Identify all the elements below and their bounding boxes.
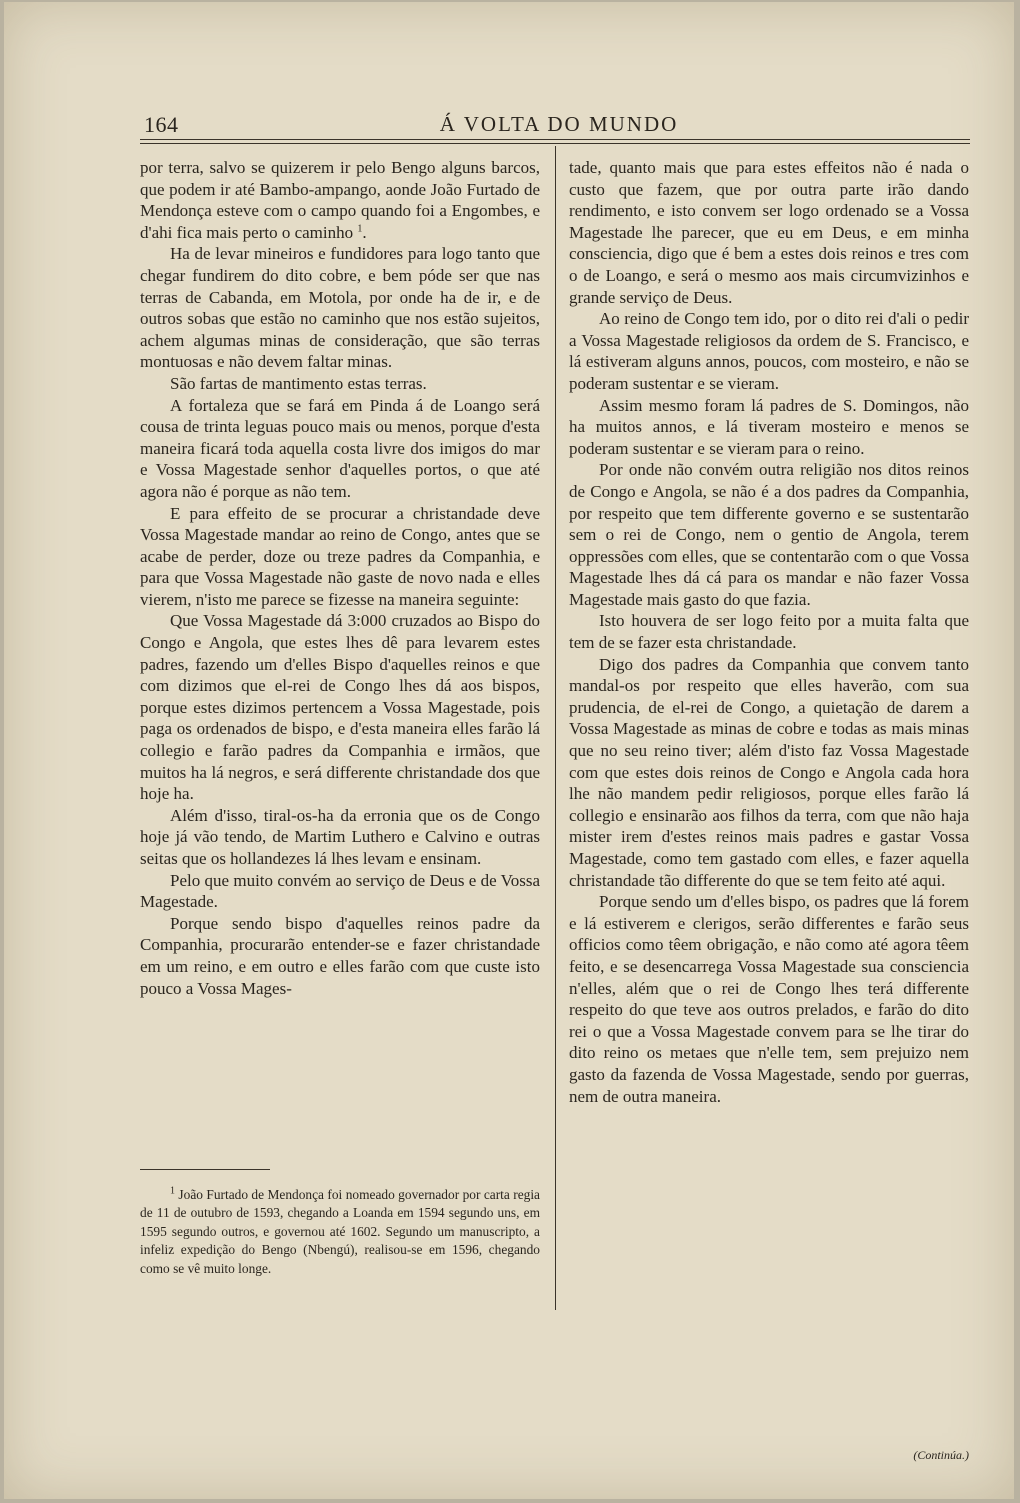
paragraph: Que Vossa Magestade dá 3:000 cruzados ao Bispo do Congo e Angola, que estes lhes dê para levarem estes padres, fazendo um d'elles Bispo d'aquelles reinos e que com dizimos que el-rei de Congo lhes dá aos bispos, porque estes dizimos pertencem a Vossa Magestade, pois paga os ordenados de bispo, e d'esta maneira elles farão lá collegio e farão padres da Companhia e irmãos, que muitos ha lá negros, e será differente christandade dos que hoje ha. bbox=[140, 611, 540, 804]
paragraph: Porque sendo bispo d'aquelles reinos padre da Companhia, procurarão entender-se e fazer christandade em um reino, e em outro e elles farão com que custe isto pouco a Vossa Mages- bbox=[140, 913, 540, 998]
header-rule-top bbox=[140, 139, 970, 140]
footnote bbox=[140, 1186, 540, 1278]
right-column bbox=[569, 157, 969, 1462]
paragraph: Assim mesmo foram lá padres de S. Domingos, não ha muitos annos, e lá tiveram mosteiro e menos se poderam sustentar e se vieram para o reino. bbox=[569, 395, 969, 458]
header-rule-bottom bbox=[140, 143, 970, 144]
paragraph: Porque sendo um d'elles bispo, os padres que lá forem e lá estiverem e clerigos, serão differentes e farão seus officios como têem obrigação, e não como até agora têem feito, e se desencarrega Vossa Magestade sua consciencia n'elles, além que o rei de Congo lhes terá differente respeito do que teve aos outros prelados, e farão do dito rei o que a Vossa Magestade convem para se lhe tirar do dito reino os metaes que n'elle tem, sem prejuizo nem gasto da fazenda de Vossa Magestade, sendo por guerras, nem de outra maneira. bbox=[569, 892, 969, 1106]
page-header bbox=[144, 112, 974, 138]
footnotes bbox=[140, 1186, 540, 1278]
running-title: Á VOLTA DO MUNDO bbox=[439, 112, 679, 136]
footnote-reference: 1 bbox=[357, 223, 363, 235]
paragraph: Por onde não convém outra religião nos ditos reinos de Congo e Angola, se não é a dos padres da Companhia, por respeito que tem differente governo e se sustentarão sem o rei de Congo, nem o gentio de Angola, terem oppressões com elles, que se contentarão com o que Vossa Magestade lhes dá cá para os mandar e não fazer Vossa Magestade mais gasto do que fazia. bbox=[569, 460, 969, 609]
paragraph: Ha de levar mineiros e fundidores para logo tanto que chegar fundirem do dito cobre, e bem póde ser que nas terras de Cabanda, em Motola, por onde ha de ir, e de outros sobas que estão no caminho que nos estão sujeitos, achem algumas minas de consideração, que são terras montuosas e não devem faltar minas. bbox=[140, 244, 540, 372]
footnote-rule bbox=[140, 1169, 270, 1170]
page-number: 164 bbox=[144, 112, 179, 137]
paragraph: Além d'isso, tiral-os-ha da erronia que os de Congo hoje já vão tendo, de Martim Luthero e Calvino e outras seitas que os hollandezes lá lhes levam e ensinam. bbox=[140, 805, 540, 868]
continuation-note: (Continúa.) bbox=[913, 1448, 969, 1462]
footnote-text: João Furtado de Mendonça foi nomeado governador por carta regia de 11 de outubro de 1593, chegando a Loanda em 1594 segundo uns, em 1595 segundo outros, e governou até 1602. Segundo um manuscripto, a infeliz expedição do Bengo (Nbengú), realisou-se em 1596, chegando como se vê muito longe. bbox=[140, 1187, 540, 1276]
paragraph: E para effeito de se procurar a christandade deve Vossa Magestade mandar ao reino de Congo, antes que se acabe de perder, doze ou treze padres da Companhia, e para que Vossa Magestade não gaste de novo nada e elles vierem, n'isto me parece se fizesse na maneira seguinte: bbox=[140, 503, 540, 609]
paragraph: tade, quanto mais que para estes effeitos não é nada o custo que fazem, que por outra parte irão dando rendimento, e isto convem ser logo ordenado se a Vossa Magestade lhe parecer, que eu em Deus, e em minha consciencia, digo que é bem a estes dois reinos e tres com o de Loango, e será o mesmo aos mais circumvizinhos e grande serviço de Deus. bbox=[569, 158, 969, 307]
footnote-marker: 1 bbox=[170, 1185, 175, 1197]
paragraph: Isto houvera de ser logo feito por a muita falta que tem de se fazer esta christandade. bbox=[569, 611, 969, 653]
left-column bbox=[140, 157, 540, 999]
paragraph: Pelo que muito convém ao serviço de Deus e de Vossa Magestade. bbox=[140, 870, 540, 912]
paragraph: São fartas de mantimento estas terras. bbox=[170, 373, 427, 393]
paragraph: Digo dos padres da Companhia que convem tanto mandal-os por respeito que elles haverão, com sua prudencia, de el-rei de Congo, a quietação de darem a Vossa Magestade as minas de cobre e todas as mais minas que no seu reino tiver; além d'isto faz Vossa Magestade com que estes dois reinos de Congo e Angola cada hora lhe não mandem pedir religiosos, porque elles farão lá collegio e ensinarão aos filhos da terra, com que não haja mister irem d'estes reinos mais padres e gastar Vossa Magestade, como tem gastado com elles, e fazer aquella christandade tão differente do que se tem feito até aqui. bbox=[569, 654, 969, 890]
paragraph: por terra, salvo se quizerem ir pelo Bengo alguns barcos, que podem ir até Bambo-ampango, aonde João Furtado de Mendonça esteve com o campo quando foi a Engombes, e d'ahi fica mais perto o caminho $^1$. bbox=[140, 158, 540, 242]
paragraph: A fortaleza que se fará em Pinda á de Loango será cousa de trinta leguas pouco mais ou menos, porque d'esta maneira ficará toda aquella costa livre dos imigos do mar e Vossa Magestade senhor d'aquelles portos, o que até agora não é porque as não tem. bbox=[140, 395, 540, 501]
column-divider bbox=[555, 146, 556, 1310]
paragraph: Ao reino de Congo tem ido, por o dito rei d'ali o pedir a Vossa Magestade religiosos da ordem de S. Francisco, e lá estiveram alguns annos, poucos, com mosteiro, e não se poderam sustentar e se vieram. bbox=[569, 309, 969, 393]
